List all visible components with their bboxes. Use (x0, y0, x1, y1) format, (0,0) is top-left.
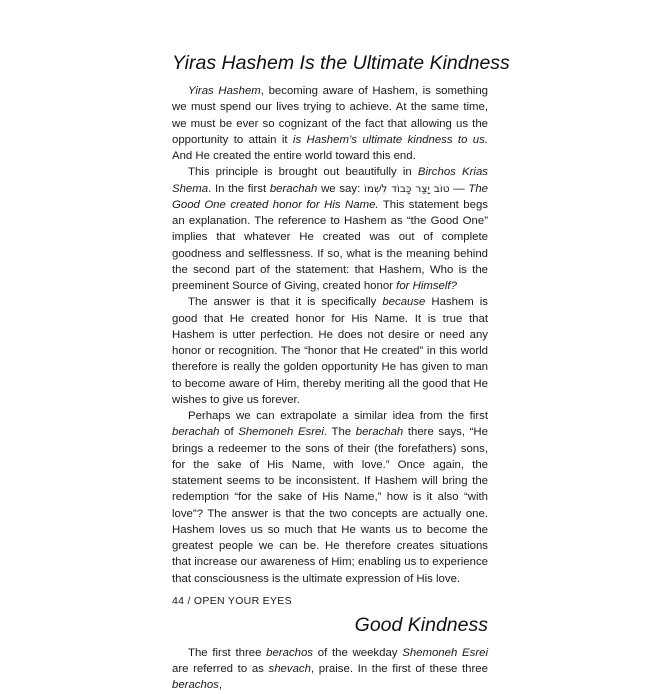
page-footer: 44 / OPEN YOUR EYES (172, 595, 292, 607)
text-run: . In the first (208, 182, 270, 195)
section-title: Yiras Hashem Is the Ultimate Kindness (172, 52, 510, 74)
term-italic: Shemoneh Esrei (402, 646, 488, 659)
paragraph (172, 294, 488, 408)
paragraph (172, 408, 488, 587)
term-italic: berachos (172, 679, 219, 692)
hebrew-quote: טוֹב יָצַר כָּבוֹד לִשְׁמוֹ (363, 182, 450, 195)
paragraph (172, 164, 488, 294)
text-run: of (219, 426, 239, 439)
term-italic: shevach (268, 663, 311, 675)
text-run: , praise. In the first of these three (310, 663, 488, 675)
text-run: Hashem is good that He created honor for His Name. It is true that Hashem is utter perfection. He does not desire or need any honor or recognition. The “honor that He created” in this world therefore is really the golden opportunity He has given to man to become aware of Him, thereby meriting all the good that He wishes to give us forever. (172, 296, 488, 406)
term-italic: Shemoneh Esrei (238, 426, 324, 439)
text-run: there says, “He brings a redeemer to the sons of their (the forefathers) sons, for the sake of His Name, with love.” Once again, the statement seems to be inconsistent. If Hashem will bring the redemption “for the sake of His Name,” how is it also “with love”? The answer is that the two concepts are actually one. Hashem loves us so much that He wants us to become the greatest people we can be. He therefore creates situations that increase our awareness of Him; enabling us to experience that consciousness is the ultimate expression of His love. (172, 426, 488, 585)
text-run: . The (323, 426, 356, 439)
text-run: This statement begs an explanation. The reference to Hashem as “the Good One” implies that whatever He created was out of complete goodness and selflessness. If so, what is the meaning behind the second part of the statement: that Hashem, Who is the preeminent Source of Giving, created honor (172, 198, 488, 292)
text-run: This principle is brought out beautifully in (188, 166, 418, 179)
text-run: The answer is that it is specifically (188, 296, 383, 309)
term-italic: berachah (269, 182, 318, 195)
paragraph (172, 645, 488, 694)
text-run: , becoming aware of Hashem, is something we must spend our lives trying to achieve. At the same time, we must be ever so cognizant of the fact that allowing us the opportunity to attain it (172, 85, 488, 146)
term-italic: Yiras Hashem (188, 85, 261, 97)
text-run: are referred to as (172, 663, 269, 675)
translation-italic: The Good One created honor for His Name. (172, 182, 488, 211)
emphasis: for Himself? (396, 280, 457, 292)
term-italic: berachos (266, 646, 313, 659)
text-run: The first three (188, 646, 267, 659)
text-run: we say: (317, 182, 364, 195)
text-run: — (449, 182, 469, 195)
emphasis: is Hashem’s ultimate kindness to us. (292, 133, 488, 146)
term-italic: Birchos Krias Shema (172, 166, 488, 195)
text-run: Perhaps we can extrapolate a similar idea from the first (188, 410, 488, 422)
term-italic: berachah (172, 426, 220, 439)
text-run: of the weekday (313, 646, 403, 659)
text-run: , (218, 679, 223, 692)
section-title: Good Kindness (354, 613, 488, 636)
text-run: And He created the entire world toward this end. (172, 150, 416, 162)
emphasis: because (382, 296, 426, 309)
term-italic: berachah (355, 426, 404, 439)
paragraph (172, 83, 488, 164)
